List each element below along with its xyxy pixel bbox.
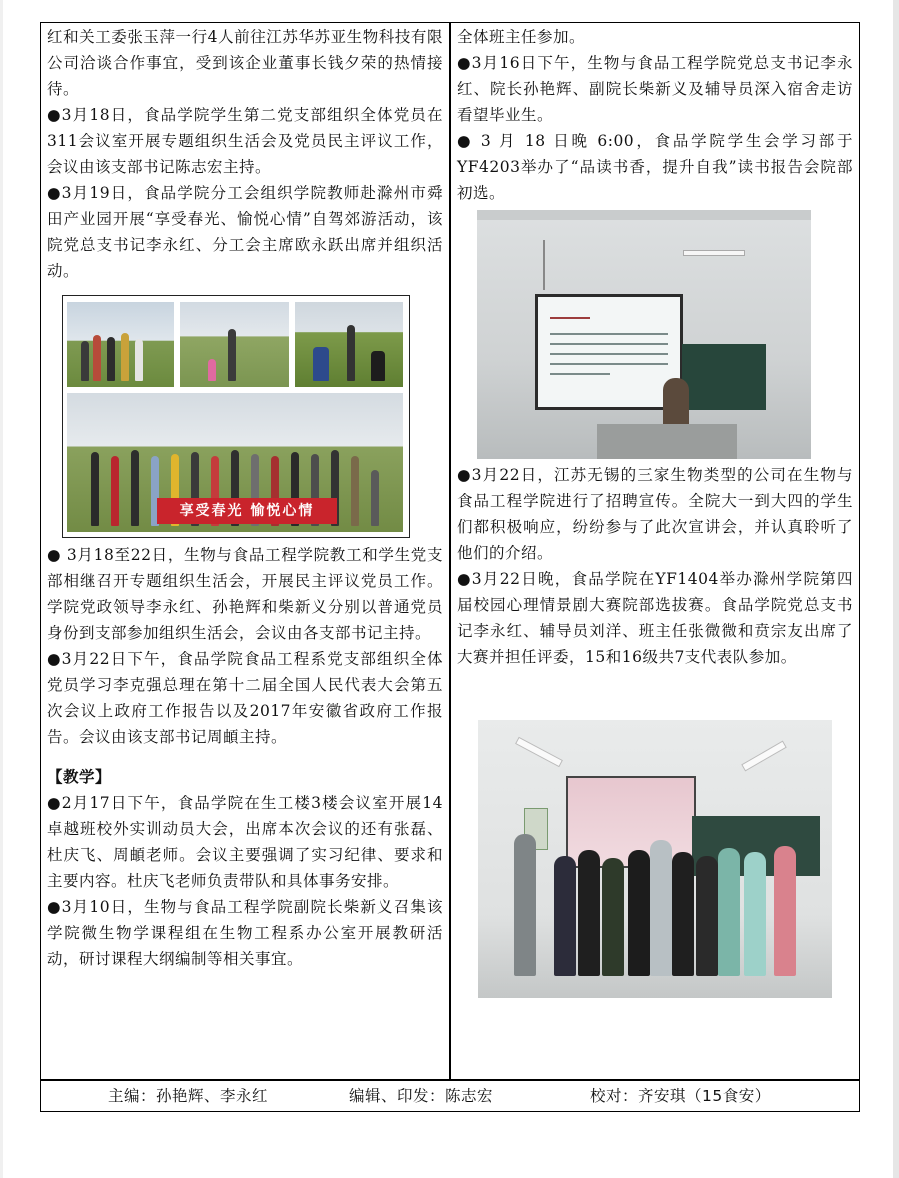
outing-photo-1 [67, 302, 174, 387]
page-edge-left [0, 0, 3, 1178]
outing-photo-3 [295, 302, 403, 387]
news-item: ● 3月18至22日，生物与食品工程学院教工和学生党支部相继召开专题组织生活会，开展民主评议党员工作。学院党政领导李永红、孙艳辉和柴新义分别以普通党员身份到支部参加组织生活会，会议由各支部书记主持。 [47, 546, 443, 642]
page-edge-right [893, 0, 899, 1178]
news-item: ●3月22日下午，食品学院食品工程系党支部组织全体党员学习李克强总理在第十二届全国人民代表大会第五次会议上政府工作报告以及2017年安徽省政府工作报告。会议由该支部书记周頔主持。 [47, 650, 443, 746]
news-item: 红和关工委张玉萍一行4人前往江苏华苏亚生物科技有限公司洽谈合作事宜，受到该企业董事长钱夕荣的热情接待。 [47, 28, 443, 98]
outing-photo-collage [62, 295, 410, 538]
column-divider [449, 22, 451, 1080]
news-item: ● 3 月 18 日晚 6:00，食品学院学生会学习部于YF4203举办了“品读书香，提升自我”读书报告会院部初选。 [457, 132, 853, 202]
blackboard [682, 344, 766, 410]
outing-banner: 享受春光 愉悦心情 [157, 498, 337, 524]
chief-editor-credit: 主编：孙艳辉、李永红 [108, 1087, 269, 1105]
lectern [597, 424, 737, 459]
news-item: ●3月22日，江苏无锡的三家生物类型的公司在生物与食品工程学院进行了招聘宣传。全院大一到大四的学生们都积极响应，纷纷参与了此次宣讲会，并认真聆听了他们的介绍。 [457, 466, 853, 562]
outing-photo-2 [180, 302, 289, 387]
section-heading-teaching: 【教学】 [47, 767, 112, 786]
drama-contest-photo [478, 720, 832, 998]
news-item: ●3月22日晚，食品学院在YF1404举办滁州学院第四届校园心理情景剧大赛院部选拔赛。食品学院党总支书记李永红、辅导员刘洋、班主任张微微和贲宗友出席了大赛并担任评委，15和16级共7支代表队参加。 [457, 570, 853, 666]
news-item: 全体班主任参加。 [457, 28, 586, 46]
news-item: ●3月16日下午，生物与食品工程学院党总支书记李永红、院长孙艳辉、副院长柴新义及辅导员深入宿舍走访看望毕业生。 [457, 54, 853, 124]
news-item: ●3月10日，生物与食品工程学院副院长柴新义召集该学院微生物学课程组在生物工程系办公室开展教研活动，研讨课程大纲编制等相关事宜。 [47, 898, 443, 968]
news-item: ●2月17日下午，食品学院在生工楼3楼会议室开展14卓越班校外实训动员大会，出席本次会议的还有张磊、杜庆飞、周頔老师。会议主要强调了实习纪律、要求和主要内容。杜庆飞老师负责带队和具体事务安排。 [47, 794, 443, 890]
outing-group-photo [67, 393, 403, 532]
newsletter-footer [40, 1080, 860, 1112]
projector-screen [535, 294, 683, 410]
proofreader-credit: 校对：齐安琪（15食安） [590, 1087, 771, 1105]
reading-report-photo [477, 210, 811, 459]
news-item: ●3月18日，食品学院学生第二党支部组织全体党员在311会议室开展专题组织生活会及党员民主评议工作，会议由该支部书记陈志宏主持。 [47, 106, 443, 176]
editor-credit: 编辑、印发：陈志宏 [349, 1087, 494, 1105]
news-item: ●3月19日，食品学院分工会组织学院教师赴滁州市舜田产业园开展“享受春光、愉悦心情”自驾郊游活动，该院党总支书记李永红、分工会主席欧永跃出席并组织活动。 [47, 184, 443, 280]
